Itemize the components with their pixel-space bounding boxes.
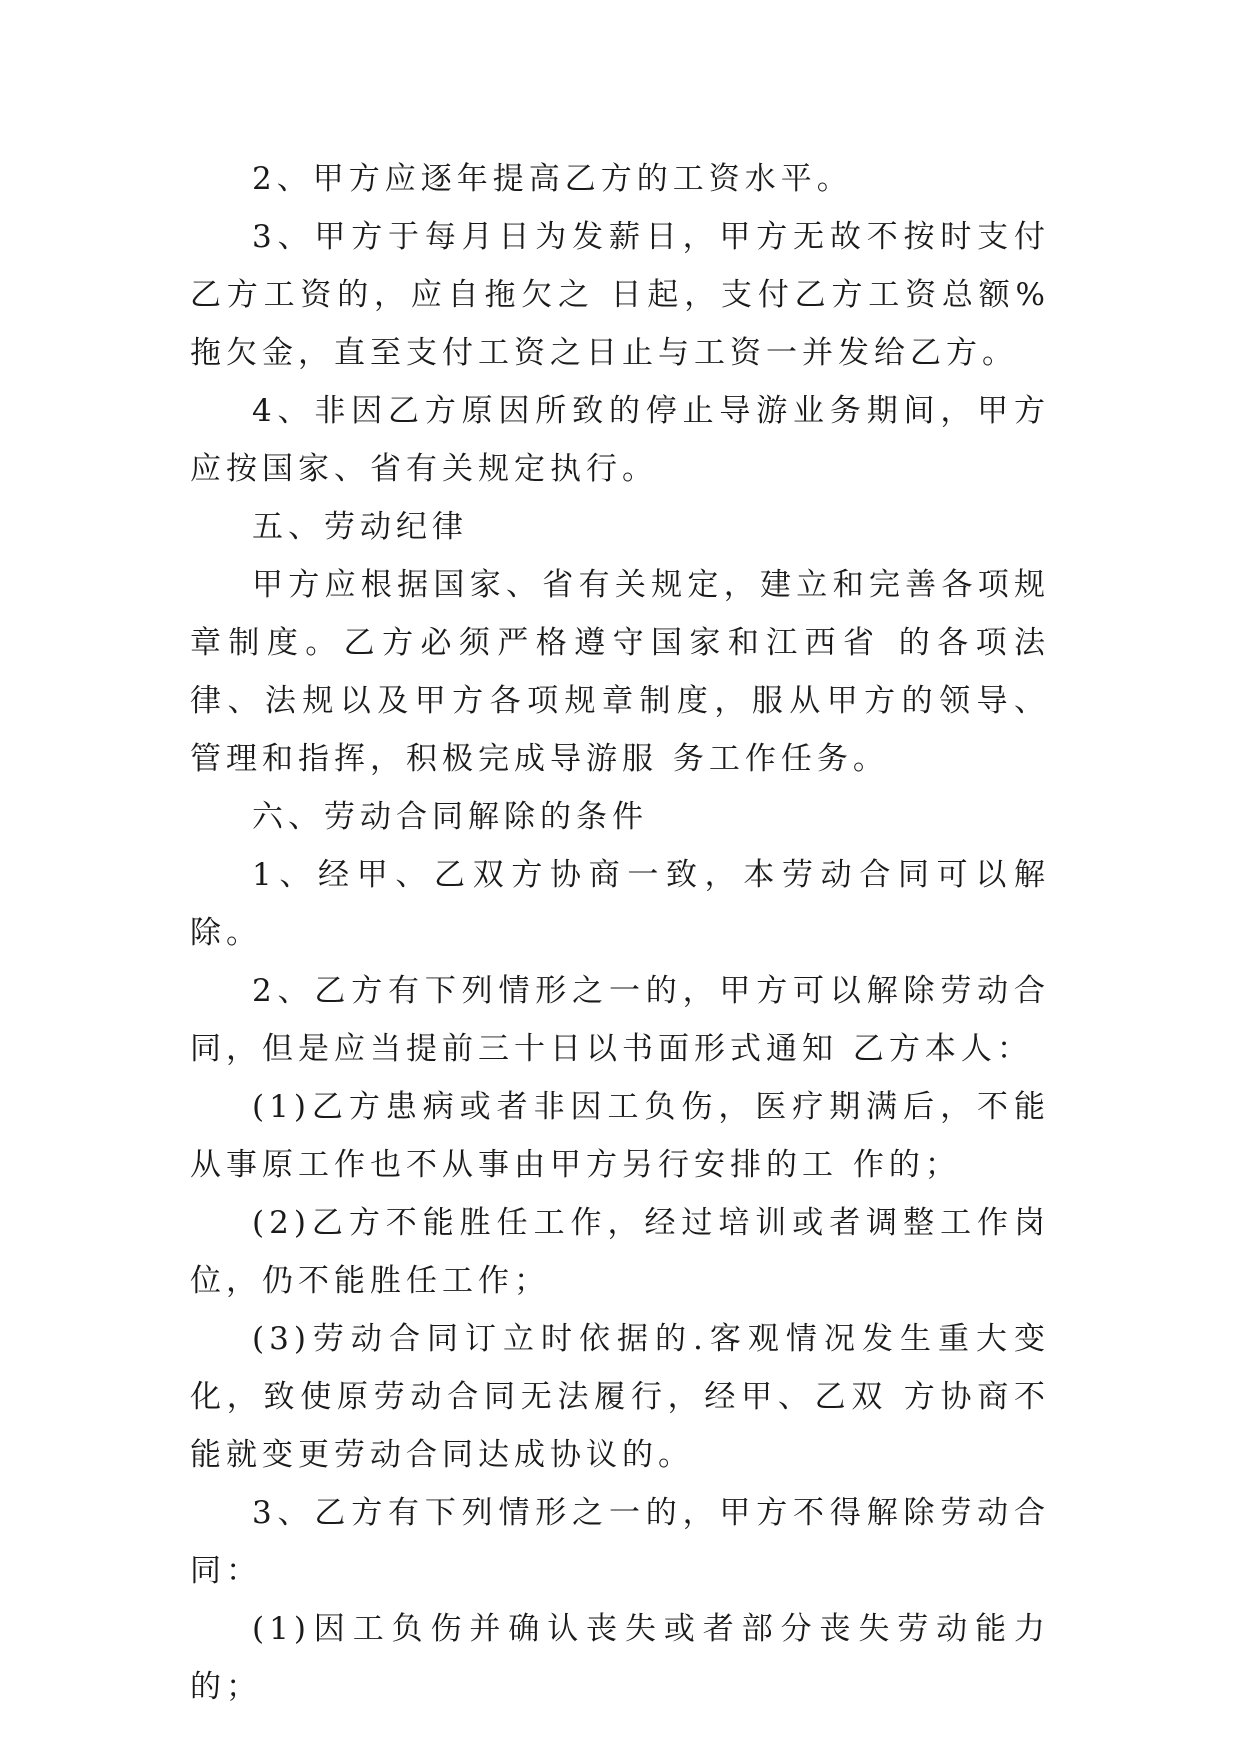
paragraph-salary-increase: 2、甲方应逐年提高乙方的工资水平。 xyxy=(252,161,853,197)
paragraph-discipline: 甲方应根据国家、省有关规定，建立和完善各项规章制度。乙方必须严格遵守国家和江西省 的各项法律、法规以及甲方各项规章制度，服从甲方的领导、管理和指挥，积极完成导游服 务工作任务。 xyxy=(190,567,1050,777)
paragraph-payday: 3、甲方于每月日为发薪日，甲方无故不按时支付乙方工资的，应自拖欠之 日起，支付乙方工资总额%拖欠金，直至支付工资之日止与工资一并发给乙方。 xyxy=(190,219,1050,371)
paragraph-no-termination: 3、乙方有下列情形之一的，甲方不得解除劳动合同： xyxy=(190,1495,1050,1589)
list-item-incompetence: (2)乙方不能胜任工作，经过培训或者调整工作岗位，仍不能胜任工作； xyxy=(190,1205,1050,1299)
list-item-circumstance-change: (3)劳动合同订立时依据的.客观情况发生重大变化，致使原劳动合同无法履行，经甲、乙双 方协商不能就变更劳动合同达成协议的。 xyxy=(190,1321,1050,1473)
list-item-illness: (1)乙方患病或者非因工负伤，医疗期满后，不能从事原工作也不从事由甲方另行安排的工 作的； xyxy=(190,1089,1050,1183)
document-page xyxy=(190,150,1050,1716)
list-item-work-injury: (1)因工负伤并确认丧失或者部分丧失劳动能力的； xyxy=(190,1611,1050,1705)
paragraph-termination-with-notice: 2、乙方有下列情形之一的，甲方可以解除劳动合同，但是应当提前三十日以书面形式通知 乙方本人： xyxy=(190,973,1050,1067)
paragraph-mutual-termination: 1、经甲、乙双方协商一致，本劳动合同可以解除。 xyxy=(190,857,1050,951)
section-heading-discipline: 五、劳动纪律 xyxy=(252,509,468,545)
section-heading-termination: 六、劳动合同解除的条件 xyxy=(252,799,648,835)
paragraph-suspension: 4、非因乙方原因所致的停止导游业务期间，甲方应按国家、省有关规定执行。 xyxy=(190,393,1050,487)
